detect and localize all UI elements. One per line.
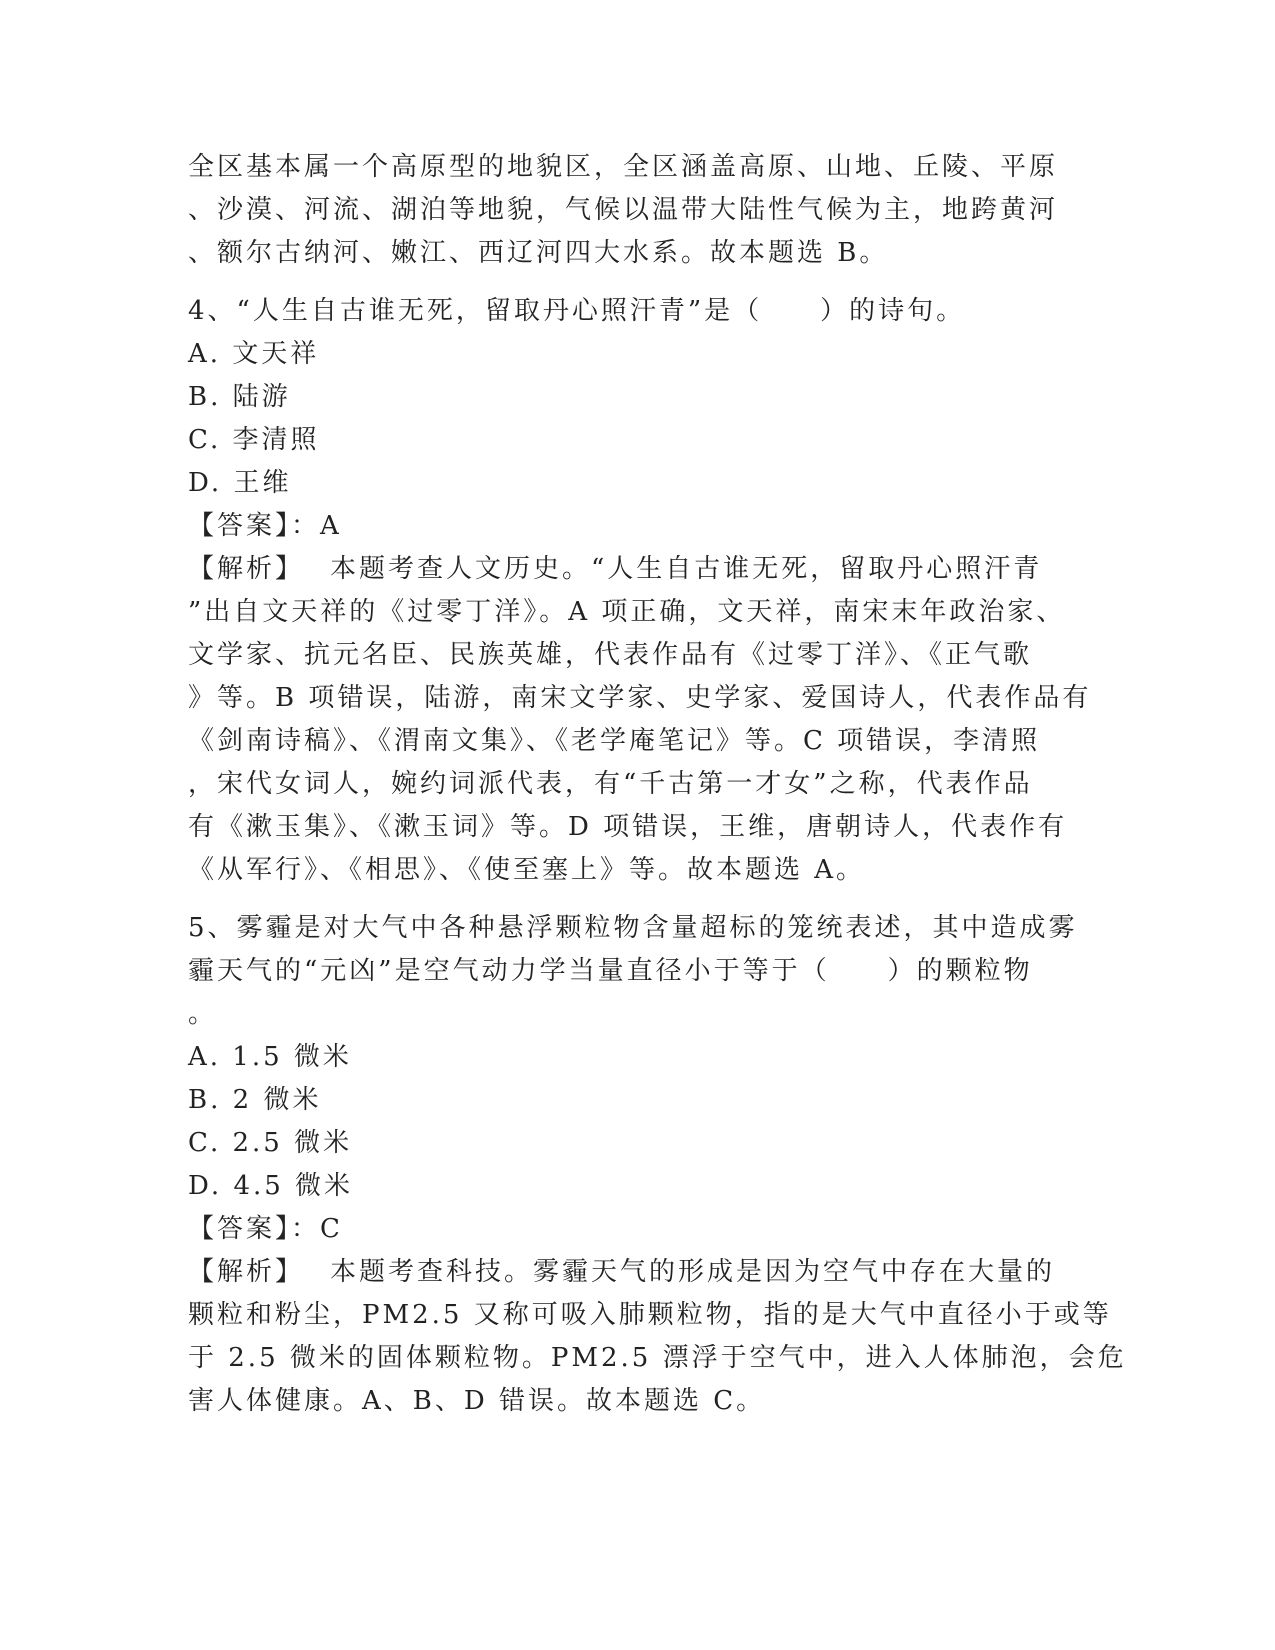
question-4-option-b: B. 陆游 [188,382,291,412]
answer-value: C [320,1214,343,1244]
analysis-label: 【解析】 [188,1257,305,1287]
question-4-analysis-line: 文学家、抗元名臣、民族英雄，代表作品有《过零丁洋》、《正气歌 [188,640,1033,670]
answer-label: 【答案】： [188,511,321,541]
answer-value: A [320,511,342,541]
question-5-analysis-line: 颗粒和粉尘，PM2.5 又称可吸入肺颗粒物，指的是大气中直径小于或等 [188,1300,1112,1330]
intro-line: 、额尔古纳河、嫩江、西辽河四大水系。故本题选 B。 [188,238,889,268]
analysis-text: 本题考查科技。雾霾天气的形成是因为空气中存在大量的 [330,1257,1056,1287]
question-4 [188,290,1092,892]
document-content [188,146,1127,1423]
analysis-label: 【解析】 [188,554,305,584]
question-4-analysis-line: 有《漱玉集》、《漱玉词》等。D 项错误，王维，唐朝诗人，代表作有 [188,812,1068,842]
question-5-option-d: D. 4.5 微米 [188,1171,354,1201]
question-4-option-c: C. 李清照 [188,425,320,455]
question-5-analysis-line [188,1251,1088,1294]
intro-line: 、沙漠、河流、湖泊等地貌，气候以温带大陆性气候为主，地跨黄河 [188,195,1059,225]
question-4-analysis-line: ，宋代女词人，婉约词派代表，有“千古第一才女”之称，代表作品 [188,769,1033,799]
question-4-analysis-line: 《从军行》、《相思》、《使至塞上》等。故本题选 A。 [188,855,866,885]
analysis-text: 本题考查人文历史。“人生自古谁无死，留取丹心照汗青 [330,554,1043,584]
question-4-analysis-line [188,548,1088,591]
question-4-answer [188,505,1088,548]
intro-line: 全区基本属一个高原型的地貌区，全区涵盖高原、山地、丘陵、平原 [188,152,1059,182]
paragraph-gap [188,892,1088,907]
question-5-option-a: A. 1.5 微米 [188,1042,352,1072]
intro-paragraph [188,146,1088,275]
question-5-option-b: B. 2 微米 [188,1085,322,1115]
question-4-option-d: D. 王维 [188,468,292,498]
answer-label: 【答案】： [188,1214,321,1244]
question-5-text: 5、雾霾是对大气中各种悬浮颗粒物含量超标的笼统表述，其中造成雾 [188,913,1078,943]
question-5-text: 。 [188,999,218,1029]
question-4-analysis-line: 》等。B 项错误，陆游，南宋文学家、史学家、爱国诗人，代表作品有 [188,683,1092,713]
question-4-text: 4、“人生自古谁无死，留取丹心照汗青”是（ ）的诗句。 [188,296,966,326]
question-5-option-c: C. 2.5 微米 [188,1128,353,1158]
question-5-analysis-line: 于 2.5 微米的固体颗粒物。PM2.5 漂浮于空气中，进入人体肺泡，会危 [188,1343,1127,1373]
question-5 [188,907,1127,1423]
question-5-text: 霾天气的“元凶”是空气动力学当量直径小于等于（ ）的颗粒物 [188,956,1033,986]
question-4-option-a: A. 文天祥 [188,339,320,369]
question-4-analysis-line: 《剑南诗稿》、《渭南文集》、《老学庵笔记》等。C 项错误，李清照 [188,726,1041,756]
question-4-analysis-line: ”出自文天祥的《过零丁洋》。A 项正确，文天祥，南宋末年政治家、 [188,597,1066,627]
question-5-answer [188,1208,1088,1251]
question-5-analysis-line: 害人体健康。A、B、D 错误。故本题选 C。 [188,1386,766,1416]
paragraph-gap [188,275,1088,290]
